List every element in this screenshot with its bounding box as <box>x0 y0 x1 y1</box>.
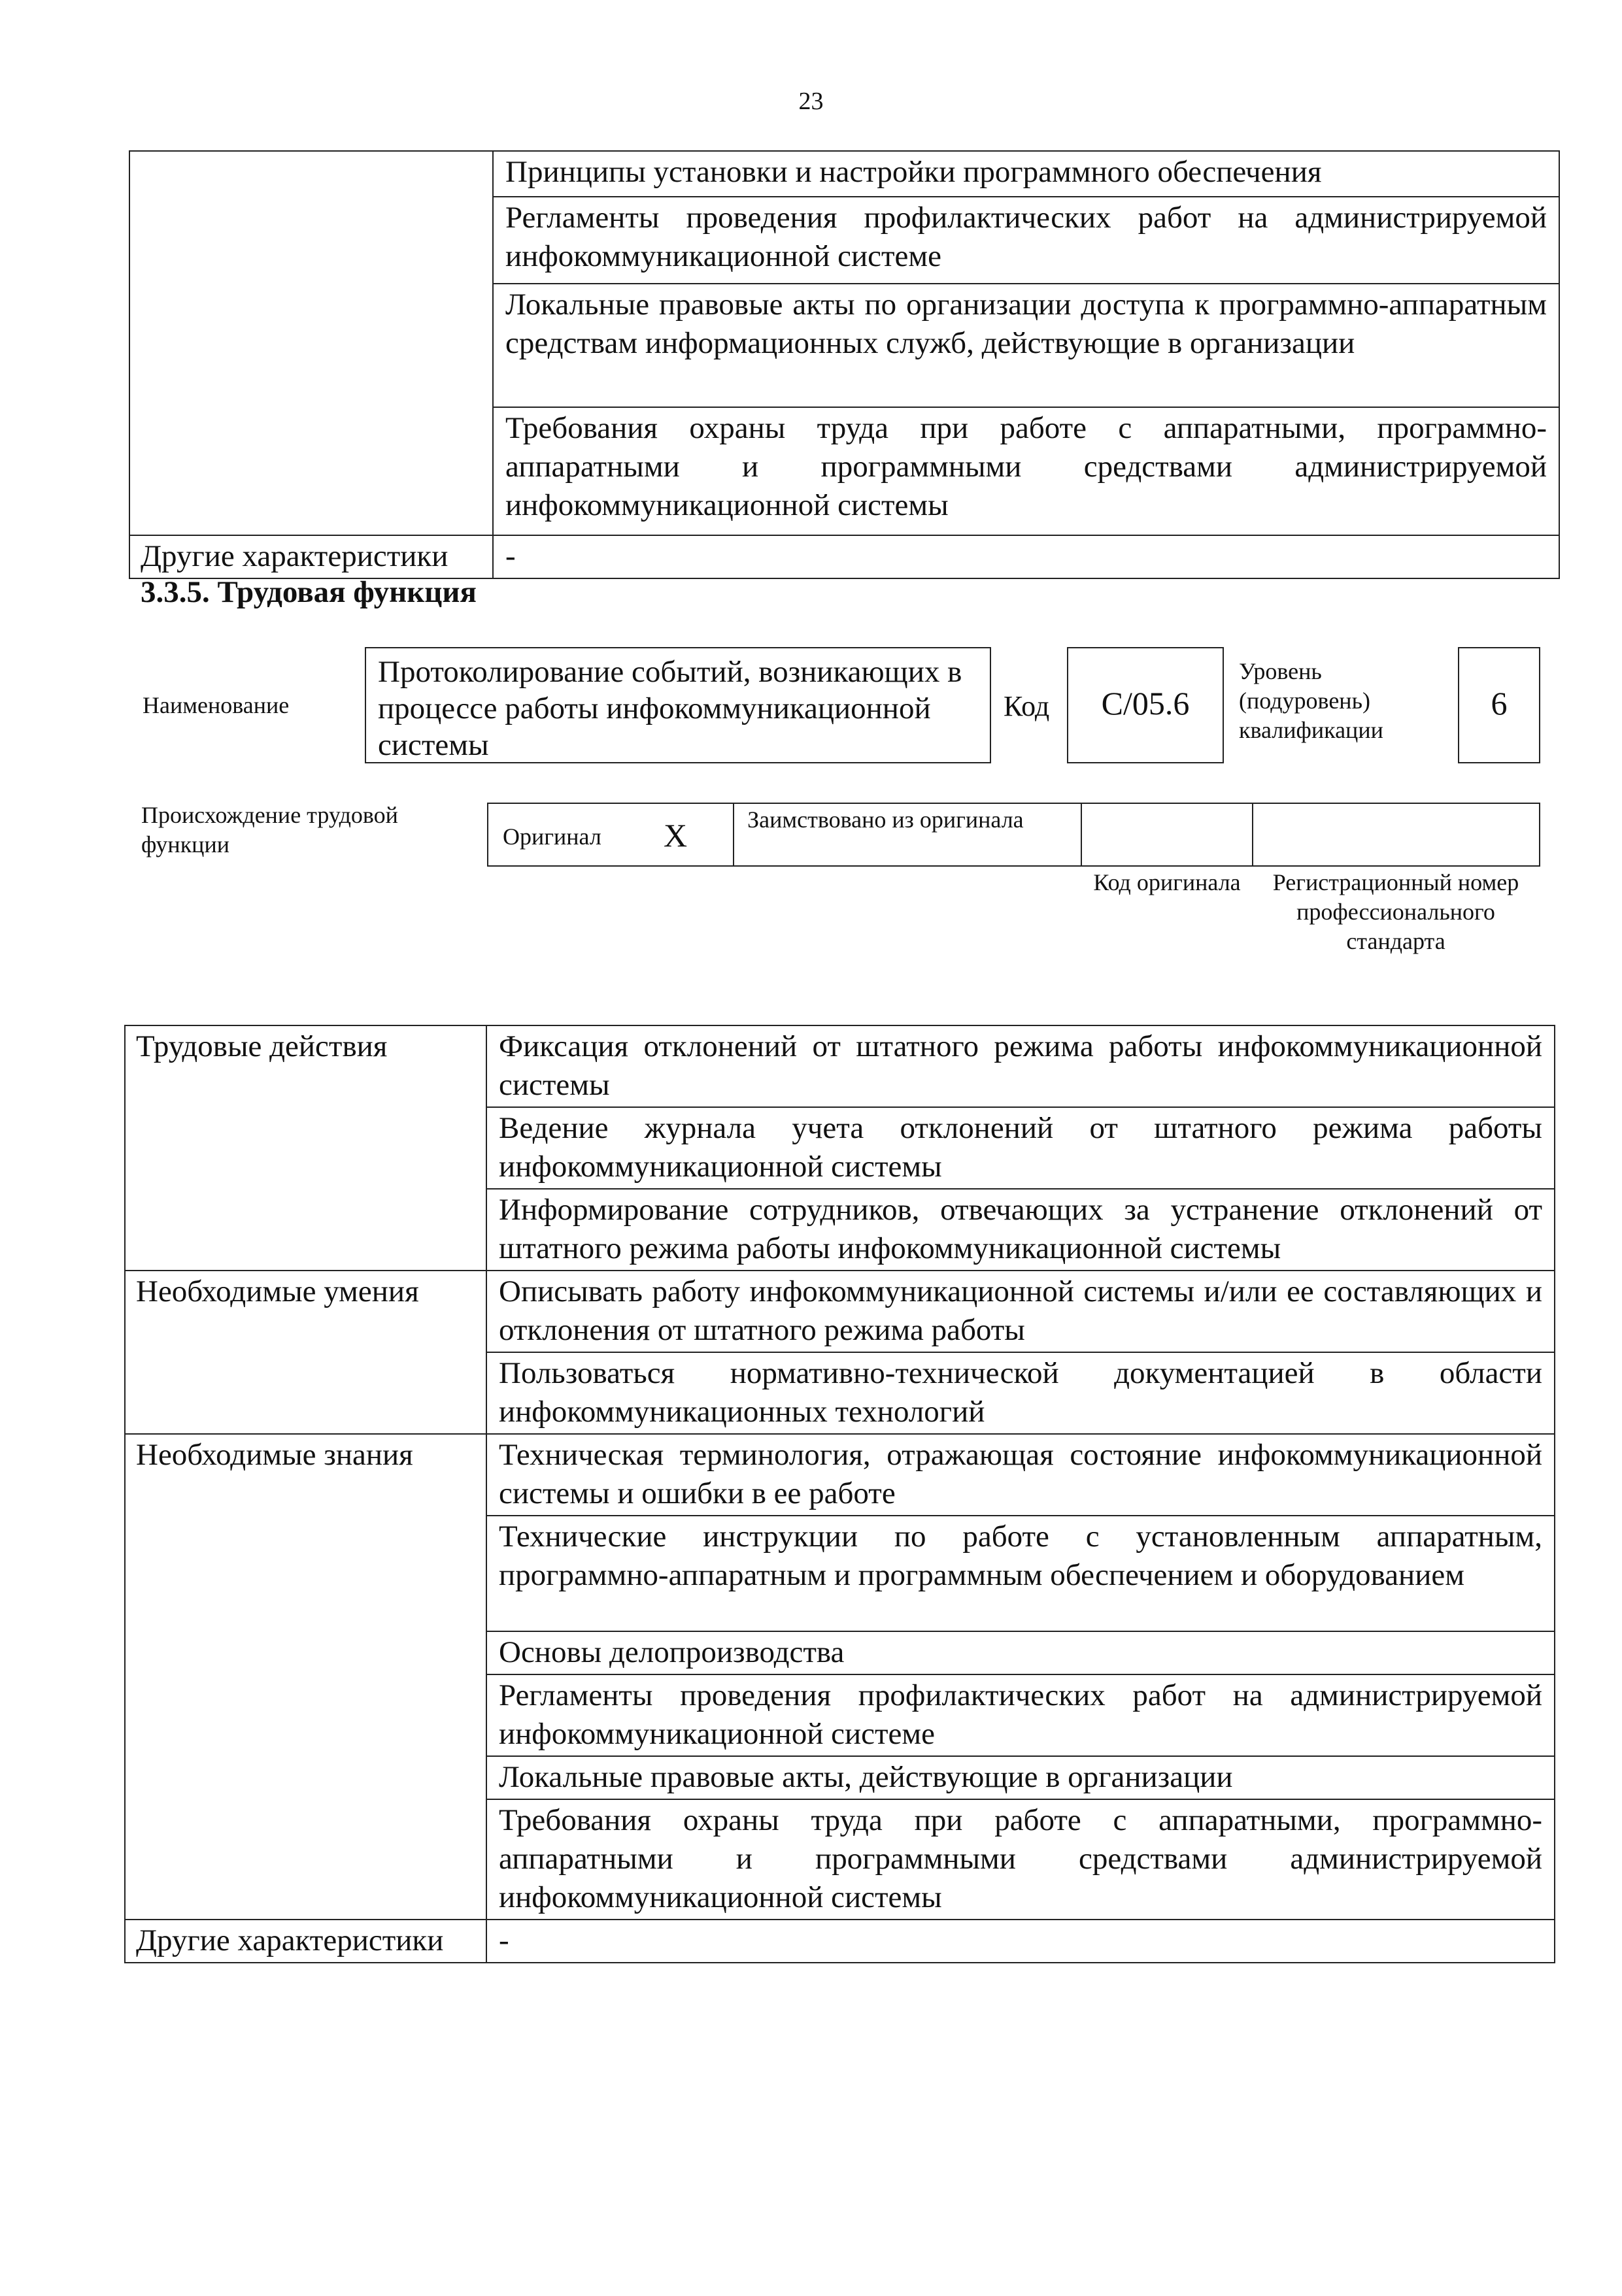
original-code-cell <box>1082 804 1253 865</box>
original-code-caption: Код оригинала <box>1093 869 1241 895</box>
borrowed-label: Заимствовано из оригинала <box>747 807 1024 833</box>
knowledge-item: Основы делопроизводства <box>486 1631 1555 1674</box>
origin-label: Происхождение трудовой функции <box>141 802 398 857</box>
labor-action-item: Фиксация отклонений от штатного режима работы инфокоммуникационной системы <box>486 1025 1555 1107</box>
knowledge-item: Регламенты проведения профилактических работ на администрируемой инфокоммуникационной системе <box>486 1674 1555 1756</box>
table-row <box>125 1920 1555 1963</box>
skills-label: Необходимые умения <box>125 1271 486 1434</box>
labor-actions-label: Трудовые действия <box>125 1025 486 1271</box>
table-row <box>129 151 1559 197</box>
other-characteristics-label: Другие характеристики <box>125 1920 486 1963</box>
skill-item: Описывать работу инфокоммуникационной системы и/или ее составляющих и отклонения от штатного режима работы <box>486 1271 1555 1352</box>
knowledge-item: Регламенты проведения профилактических работ на администрируемой инфокоммуникационной системе <box>493 197 1559 284</box>
registration-number-caption: Регистрационный номер профессионального стандарта <box>1272 869 1519 954</box>
page-number: 23 <box>798 88 824 115</box>
knowledge-item: Локальные правовые акты по организации доступа к программно-аппаратным средствам информационных служб, действующие в организации <box>493 284 1559 407</box>
table-row <box>125 1434 1555 1516</box>
empty-label-cell <box>129 151 493 535</box>
knowledge-item: Локальные правовые акты, действующие в организации <box>486 1756 1555 1799</box>
borrowed-cell <box>734 804 1082 865</box>
origin-row <box>487 803 1540 867</box>
name-label: Наименование <box>143 692 290 718</box>
table-row <box>125 1025 1555 1107</box>
knowledge-label: Необходимые знания <box>125 1434 486 1920</box>
labor-action-item: Информирование сотрудников, отвечающих за устранение отклонений от штатного режима работы инфокоммуникационной системы <box>486 1189 1555 1271</box>
knowledge-item: Техническая терминология, отражающая состояние инфокоммуникационной системы и ошибки в ее работе <box>486 1434 1555 1516</box>
other-characteristics-label: Другие характеристики <box>129 535 493 578</box>
original-label: Оригинал <box>503 824 601 850</box>
original-mark: X <box>664 817 688 854</box>
code-label: Код <box>1004 690 1050 722</box>
labor-function-table <box>124 1025 1555 1963</box>
original-cell <box>488 804 734 865</box>
knowledge-item: Требования охраны труда при работе с аппаратными, программно-аппаратными и программными средствами администрируемой инфокоммуникационной системы <box>486 1799 1555 1920</box>
qualification-level-label: Уровень (подуровень) квалификации <box>1239 658 1383 743</box>
function-name-box: Протоколирование событий, возникающих в процессе работы инфокоммуникационной системы <box>365 647 991 763</box>
skill-item: Пользоваться нормативно-технической документацией в области инфокоммуникационных технологий <box>486 1352 1555 1434</box>
other-characteristics-value: - <box>493 535 1559 578</box>
table-row <box>129 535 1559 578</box>
qualification-level-box: 6 <box>1458 647 1540 763</box>
knowledge-item: Требования охраны труда при работе с аппаратными, программно-аппаратными и программными средствами администрируемой инфокоммуникационной системы <box>493 407 1559 535</box>
other-characteristics-value: - <box>486 1920 1555 1963</box>
section-heading: 3.3.5. Трудовая функция <box>141 575 477 609</box>
knowledge-item: Технические инструкции по работе с установленным аппаратным, программно-аппаратным и программным обеспечением и оборудованием <box>486 1516 1555 1631</box>
function-code-box: C/05.6 <box>1067 647 1224 763</box>
registration-number-cell <box>1253 804 1539 865</box>
table-row <box>125 1271 1555 1352</box>
knowledge-item: Принципы установки и настройки программного обеспечения <box>493 151 1559 197</box>
top-knowledge-table <box>129 150 1560 579</box>
labor-action-item: Ведение журнала учета отклонений от штатного режима работы инфокоммуникационной системы <box>486 1107 1555 1189</box>
